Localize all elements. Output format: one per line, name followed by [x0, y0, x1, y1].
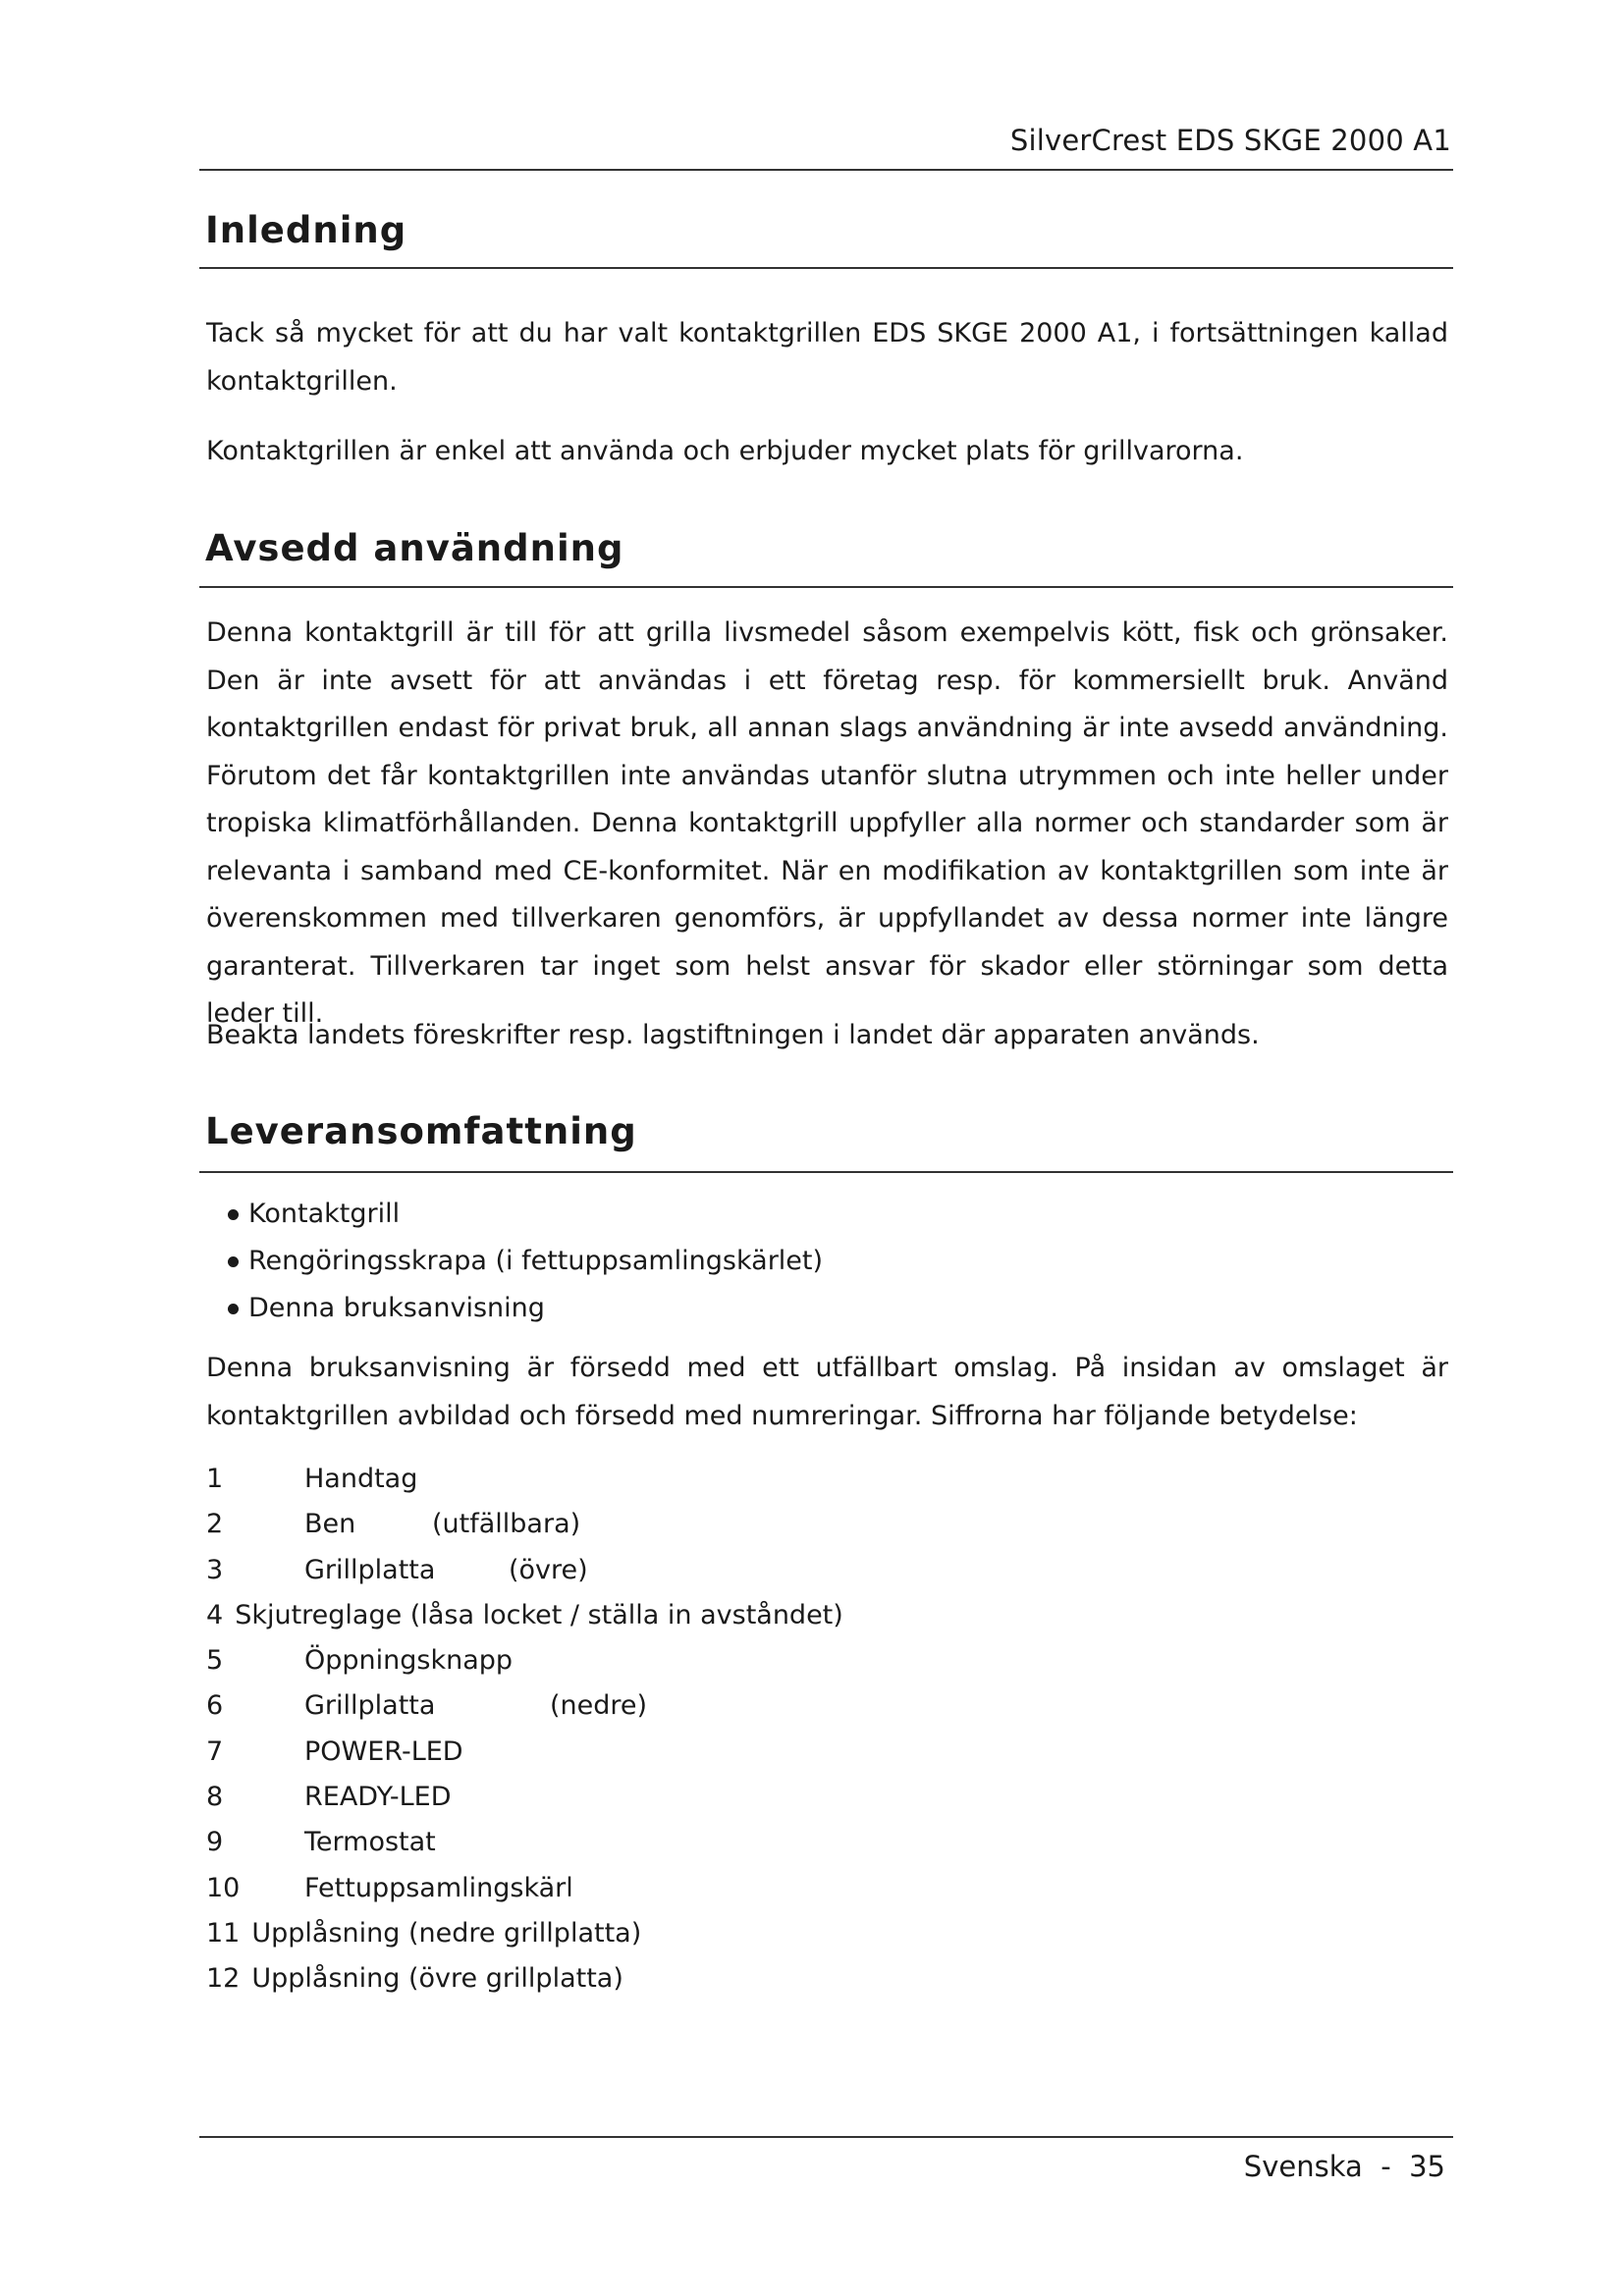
paragraph-inledning-1: Tack så mycket för att du har valt kontaktgrillen EDS SKGE 2000 A1, i fortsättningen kallad kontaktgrillen. [206, 318, 1448, 397]
part-note: (övre) [509, 1554, 588, 1585]
part-item [206, 1956, 843, 2002]
part-item: 3 Grillplatta (övre) [206, 1548, 843, 1593]
part-label: Handtag [304, 1464, 418, 1494]
header-rule [199, 169, 1453, 171]
list-item [228, 1191, 823, 1238]
page-header-title: SilverCrest EDS SKGE 2000 A1 [1009, 124, 1451, 157]
heading-rule-inledning [199, 267, 1453, 269]
part-number: 4 [206, 1599, 224, 1630]
part-label: Öppningsknapp [304, 1645, 514, 1677]
paragraph-leverans: Denna bruksanvisning är försedd med ett utfällbart omslag. På insidan av omslaget är kontaktgrillen avbildad och försedd med numreringar. Siffrorna har följande betydelse: [206, 1353, 1448, 1431]
part-item: 9 Termostat [206, 1820, 843, 1865]
part-item [206, 1911, 843, 1956]
part-label: POWER-LED [304, 1735, 463, 1767]
list-item-label: Denna bruksanvisning [248, 1293, 545, 1323]
part-item: 2 Ben (utfällbara) [206, 1502, 843, 1547]
heading-rule-avsedd-anvandning [199, 586, 1453, 588]
part-item: 8 READY-LED [206, 1775, 843, 1820]
part-item: 10 Fettuppsamlingskärl [206, 1866, 843, 1911]
part-label: READY-LED [304, 1782, 452, 1813]
heading-leveransomfattning: Leveransomfattning [205, 1110, 637, 1152]
bullet-icon [228, 1304, 239, 1314]
part-label: Grillplatta [304, 1690, 436, 1722]
list-item-label: Kontaktgrill [248, 1199, 401, 1229]
part-item: 6 Grillplatta (nedre) [206, 1683, 843, 1729]
part-label: Skjutreglage (låsa locket / ställa in avståndet) [235, 1599, 843, 1630]
part-number: 12 [206, 1963, 241, 1995]
paragraph-inledning-2: Kontaktgrillen är enkel att använda och erbjuder mycket plats för grillvarorna. [206, 436, 1244, 466]
part-label: Grillplatta [304, 1554, 436, 1585]
part-item [206, 1593, 843, 1638]
list-item [228, 1285, 823, 1332]
part-label: Fettuppsamlingskärl [304, 1872, 573, 1903]
delivery-contents-list [228, 1191, 823, 1332]
footer-rule [199, 2136, 1453, 2138]
part-label: Termostat [304, 1827, 436, 1858]
paragraph-avsedd-2: Beakta landets föreskrifter resp. lagstiftningen i landet där apparaten används. [206, 1020, 1260, 1050]
heading-avsedd-anvandning: Avsedd användning [205, 527, 624, 569]
list-item-label: Rengöringsskrapa (i fettuppsamlingskärlet) [248, 1246, 824, 1276]
list-item [228, 1238, 823, 1285]
part-label: Upplåsning (nedre grillplatta) [251, 1917, 642, 1949]
paragraph-avsedd-1: Denna kontaktgrill är till för att grilla livsmedel såsom exempelvis kött, fisk och grönsaker. Den är inte avsett för att användas i ett företag resp. för kommersiellt bruk. Använd kontaktgrillen endast för privat bruk, all annan slags användning är inte avsedd användning. Förutom det får kontaktgrillen inte användas utanför slutna utrymmen och inte heller under tropiska klimatförhållanden. Denna kontaktgrill uppfyller alla normer och standarder som är relevanta i samband med CE-konformitet. När en modifikation av kontaktgrillen som inte är överenskommen med tillverkaren genomförs, är uppfyllandet av dessa normer inte längre garanterat. Tillverkaren tar inget som helst ansvar för skador eller störningar som detta leder till. [206, 617, 1448, 1029]
part-item: 7 POWER-LED [206, 1730, 843, 1775]
bullet-icon [228, 1256, 239, 1267]
heading-inledning: Inledning [205, 209, 407, 251]
part-label: Upplåsning (övre grillplatta) [251, 1963, 623, 1995]
parts-list [206, 1457, 843, 2002]
heading-rule-leveransomfattning [199, 1171, 1453, 1173]
bullet-icon [228, 1209, 239, 1220]
part-item: 1 Handtag [206, 1457, 843, 1502]
part-note: (nedre) [550, 1690, 648, 1722]
part-label: Ben [304, 1509, 356, 1540]
part-item: 5 Öppningsknapp [206, 1638, 843, 1683]
page-footer: Svenska - 35 [1243, 2150, 1445, 2183]
part-note: (utfällbara) [432, 1509, 581, 1540]
part-number: 11 [206, 1917, 241, 1949]
